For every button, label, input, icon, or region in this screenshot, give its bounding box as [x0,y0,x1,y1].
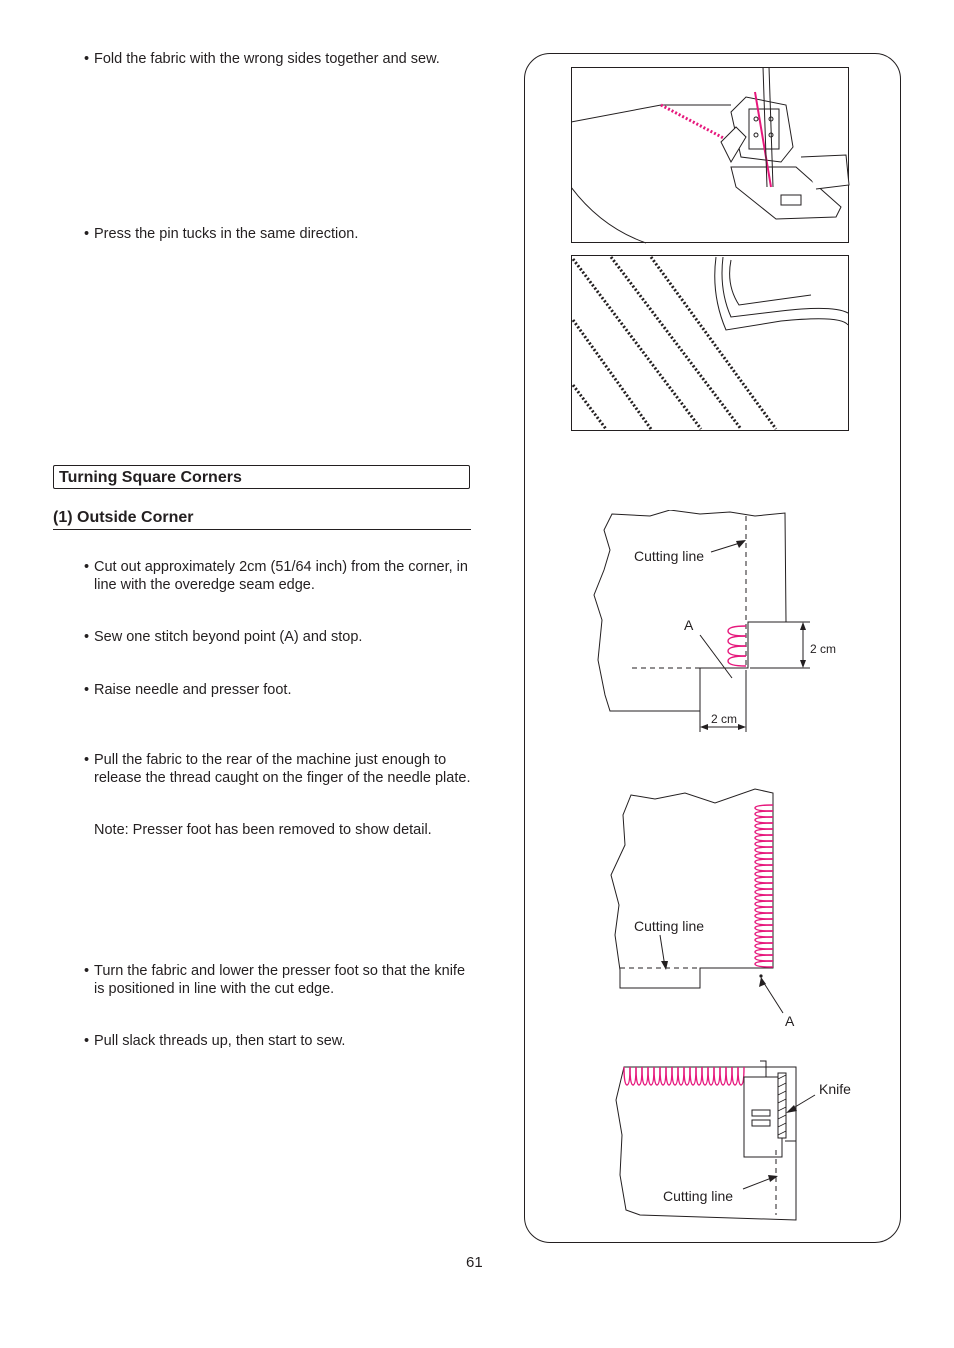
subsection-heading [53,508,471,530]
outside-corner-cut-diagram [590,510,850,735]
section-title: Turning Square Corners [59,469,242,486]
instruction-raise [84,682,474,700]
instruction-text: Turn the fabric and lower the presser foot so that the knife is positioned in line with the cut edge. [94,963,466,997]
fig3-horizontal-dimension: 2 cm [711,712,738,726]
instruction-text: Sew one stitch beyond point (A) and stop. [94,629,363,645]
instruction-text: Fold the fabric with the wrong sides together and sew. [94,51,440,67]
fig5-cutting-line-label: Cutting line [663,1188,734,1204]
fig3-vertical-dimension: 2 cm [810,642,837,656]
instruction-text: Pull slack threads up, then start to sew. [94,1033,346,1049]
instruction-text: Raise needle and presser foot. [94,682,292,698]
instruction-turn [84,963,474,998]
instruction-pull-slack [84,1033,474,1051]
section-heading-box [53,465,470,489]
bullet-marker: • [84,1033,90,1049]
instruction-cut [84,559,474,594]
instruction-pull-rear [84,752,474,787]
fig4-point-a-label: A [785,1013,795,1029]
instruction-text: Pull the fabric to the rear of the machine just enough to release the thread caught on the finger of the needle plate. [94,752,471,786]
fig3-point-a-label: A [684,617,694,633]
fig4-cutting-line-label: Cutting line [634,918,705,934]
subsection-title: (1) Outside Corner [53,509,194,526]
instruction-text: Cut out approximately 2cm (51/64 inch) from the corner, in line with the overedge seam edge. [94,559,468,593]
bullet-marker: • [84,51,90,67]
instruction-fold [84,51,474,69]
bullet-marker: • [84,682,90,698]
bullet-marker: • [84,226,90,242]
pressing-pin-tucks-illustration [571,255,850,432]
bullet-marker: • [84,963,90,979]
instruction-press [84,226,474,244]
instruction-sew-one [84,629,474,647]
bullet-marker: • [84,752,90,768]
sewing-pin-tuck-illustration [571,67,850,244]
bullet-marker: • [84,629,90,645]
seam-stop-at-point-a-diagram [605,785,805,1035]
knife-alignment-diagram [610,1055,860,1225]
page-number: 61 [466,1254,483,1271]
fig5-knife-label: Knife [819,1081,851,1097]
bullet-marker: • [84,559,90,575]
note-text: Note: Presser foot has been removed to show detail. [94,822,432,838]
instruction-text: Press the pin tucks in the same direction. [94,226,359,242]
fig3-cutting-line-label: Cutting line [634,548,705,564]
